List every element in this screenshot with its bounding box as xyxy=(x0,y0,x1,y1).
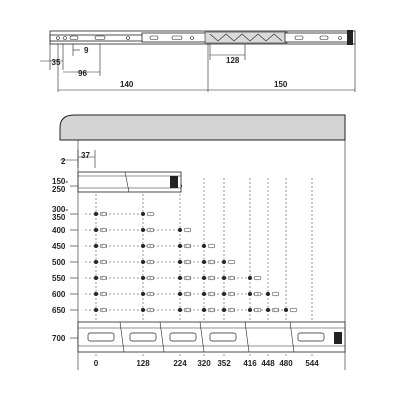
row-label-sub: 350 xyxy=(52,213,66,222)
dim-35: 35 xyxy=(51,58,61,67)
dim-96: 96 xyxy=(78,69,87,78)
row-label: 150- xyxy=(52,177,69,186)
column-label: 0 xyxy=(93,359,99,368)
column-label: 128 xyxy=(136,359,150,368)
row-label: 450 xyxy=(52,242,66,251)
dim-140: 140 xyxy=(120,80,134,89)
row-label: 650 xyxy=(52,306,66,315)
dim-9: 9 xyxy=(84,46,89,55)
intermediate-member xyxy=(142,33,208,42)
dim-37: 37 xyxy=(81,151,90,160)
slot-hole xyxy=(290,308,297,312)
slot-hole xyxy=(228,260,235,264)
column-labels xyxy=(94,359,319,368)
row-label: 500 xyxy=(52,258,66,267)
lower-slide-rail xyxy=(78,322,345,352)
slot-hole xyxy=(147,212,154,216)
column-label: 448 xyxy=(261,359,275,368)
cabinet-dimensions xyxy=(60,150,95,168)
dim-2: 2 xyxy=(61,157,66,166)
column-label: 224 xyxy=(173,359,187,368)
column-label: 544 xyxy=(305,359,319,368)
column-label: 416 xyxy=(243,359,257,368)
row-label: 700 xyxy=(52,334,66,343)
dim-128: 128 xyxy=(226,56,240,65)
slot-hole xyxy=(184,228,191,232)
row-label: 300- xyxy=(52,205,69,214)
column-label: 352 xyxy=(217,359,231,368)
dim-150: 150 xyxy=(274,80,288,89)
slot-hole xyxy=(208,244,215,248)
row-label-sub: 250 xyxy=(52,185,66,194)
column-label: 480 xyxy=(279,359,293,368)
top-dimensions xyxy=(40,44,355,92)
row-label: 400 xyxy=(52,226,66,235)
front-stop xyxy=(347,30,353,45)
row-label: 550 xyxy=(52,274,66,283)
column-label: 320 xyxy=(197,359,211,368)
slide-rail-drawing xyxy=(50,30,355,45)
slot-hole xyxy=(272,292,279,296)
row-label: 600 xyxy=(52,290,66,299)
row-labels xyxy=(52,177,78,343)
upper-slide-rail xyxy=(78,172,181,192)
slot-hole xyxy=(254,276,261,280)
